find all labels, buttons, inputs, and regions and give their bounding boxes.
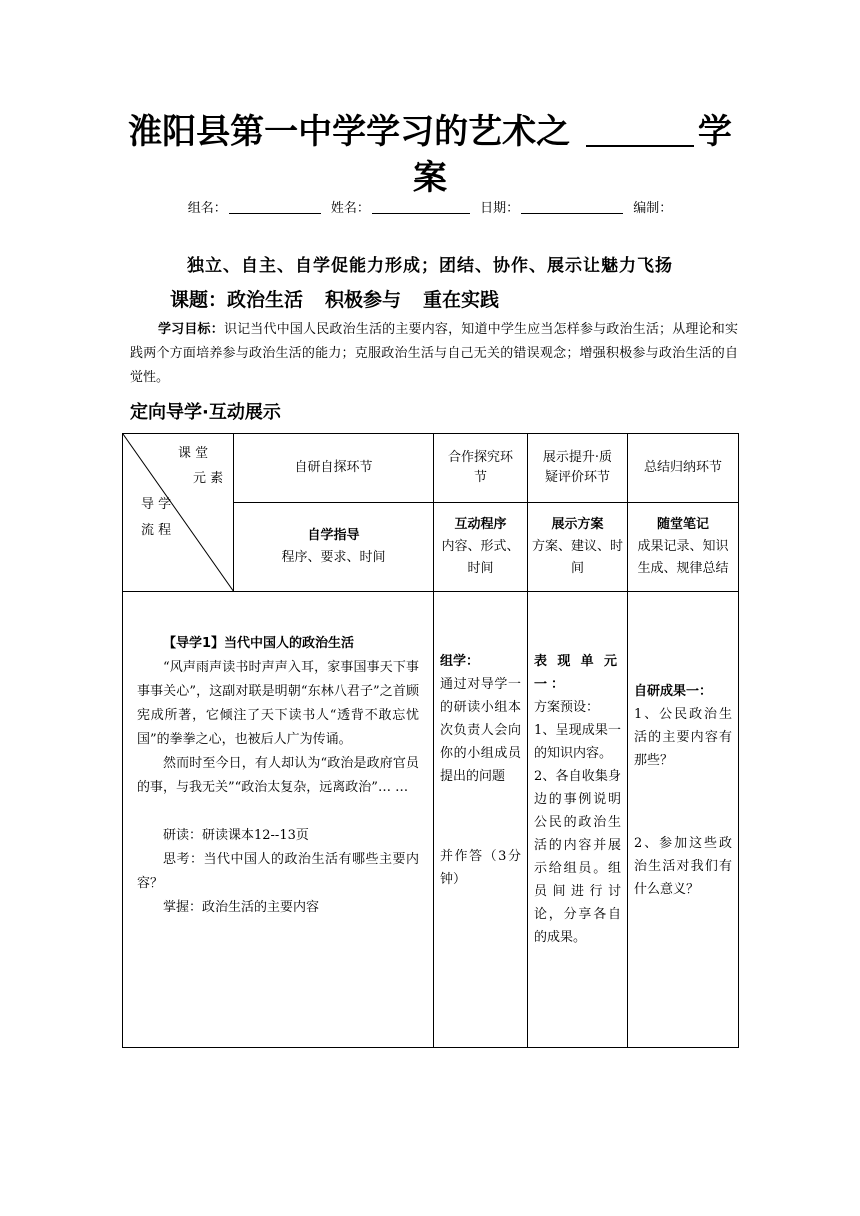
learning-goals [130,318,738,390]
header-presentation: 展示提升·质疑评价环节 [528,434,628,503]
header-row [123,434,739,503]
lesson-subject [170,285,521,312]
name-blank [372,199,470,214]
content-row [123,592,739,1048]
header-cooperation: 合作探究环节 [434,434,528,503]
title-suffix: 学 [697,112,732,152]
sub-presentation-title: 展示方案 [551,517,604,532]
title-blank [586,115,694,147]
guide-table [122,433,739,1048]
corner-label-3: 导 学 [141,497,172,512]
result1-q1: 1、公民政治生活的主要内容有那些？ [634,707,732,768]
goals-text: 识记当代中国人民政治生活的主要内容，知道中学生应当怎样参与政治生活；从理论和实践两个方面培养参与政治生活的能力；克服政治生活与自己无关的错误观念；增强积极参与政治生活的自觉性。 [130,322,738,385]
header-self-study: 自研自探环节 [234,434,434,503]
group-study-label: 组学： [440,654,480,669]
sub-summary-text: 成果记录、知识生成、规律总结 [637,539,729,576]
sub-self-study-title: 自学指导 [307,528,360,543]
corner-cell [123,434,234,592]
presentation-cell [528,592,628,1048]
date-label: 日期： [480,201,520,216]
document-title-line2: 案 [413,158,447,198]
date-blank [521,199,623,214]
subject-part2: 积极参与 [325,289,402,311]
document-title [122,107,738,157]
name-label: 姓名： [330,201,370,216]
unit1-label: 表现单元一： [534,654,621,692]
summary-cell [628,592,739,1048]
guide1-master: 掌握：政治生活的主要内容 [163,900,320,915]
header-summary: 总结归纳环节 [628,434,739,503]
sub-cooperation [434,503,528,592]
title-prefix: 淮阳县第一中学学习的艺术之 [128,112,571,152]
corner-label-4: 流 程 [141,523,172,538]
sub-cooperation-text: 内容、形式、时间 [441,539,520,576]
subject-label: 课题：政治生活 [170,289,304,311]
group-label: 组名： [187,201,227,216]
guide1-para2: 然而时至今日，有人却认为“政治是政府官员的事，与我无关”“政治太复杂，远离政治”… … [137,756,419,795]
unit1-line3: 2、各自收集身边的事例说明公民的政治生活的内容并展示给组员。组员间进行讨论，分享各自的成果。 [534,769,621,945]
corner-label-2: 元 素 [193,471,224,486]
guide1-heading: 【导学1】当代中国人的政治生活 [163,636,355,651]
meta-row [122,197,738,216]
subject-part3: 重在实践 [423,289,500,311]
sub-summary [628,503,739,592]
unit1-line1: 方案预设： [534,700,600,715]
guide1-read: 研读：研读课本12--13页 [163,828,309,843]
group-blank [229,199,321,214]
sub-self-study-text: 程序、要求、时间 [281,550,386,565]
sub-self-study [234,503,434,592]
sub-presentation [528,503,628,592]
group-study-text2: 并作答（3分钟） [440,849,521,887]
sub-presentation-text: 方案、建议、时间 [532,539,624,576]
section-title: 定向导学·互动展示 [130,402,281,423]
editor-label: 编制： [633,201,673,216]
corner-label-1: 课 堂 [178,446,209,461]
self-study-cell [123,592,434,1048]
cooperation-cell [434,592,528,1048]
result1-q2: 2、参加这些政治生活对我们有什么意义？ [634,836,732,897]
slogan: 独立、自主、自学促能力形成；团结、协作、展示让魅力飞扬 [187,256,673,276]
unit1-line2: 1、呈现成果一的知识内容。 [534,723,621,761]
guide1-para1: “风声雨声读书时声声入耳，家事国事天下事事事关心”，这副对联是明朝“东林八君子”之首顾宪成所著，它倾注了天下读书人“透背不敢忘忧国”的拳拳之心，也被后人广为传诵。 [137,660,419,747]
sub-cooperation-title: 互动程序 [454,517,507,532]
group-study-text: 通过对导学一的研读小组本次负责人会向你的小组成员提出的问题 [440,677,521,784]
sub-summary-title: 随堂笔记 [656,517,709,532]
guide1-think: 思考：当代中国人的政治生活有哪些主要内容？ [137,852,419,891]
result1-label: 自研成果一： [634,684,713,699]
goals-label: 学习目标： [158,322,224,337]
